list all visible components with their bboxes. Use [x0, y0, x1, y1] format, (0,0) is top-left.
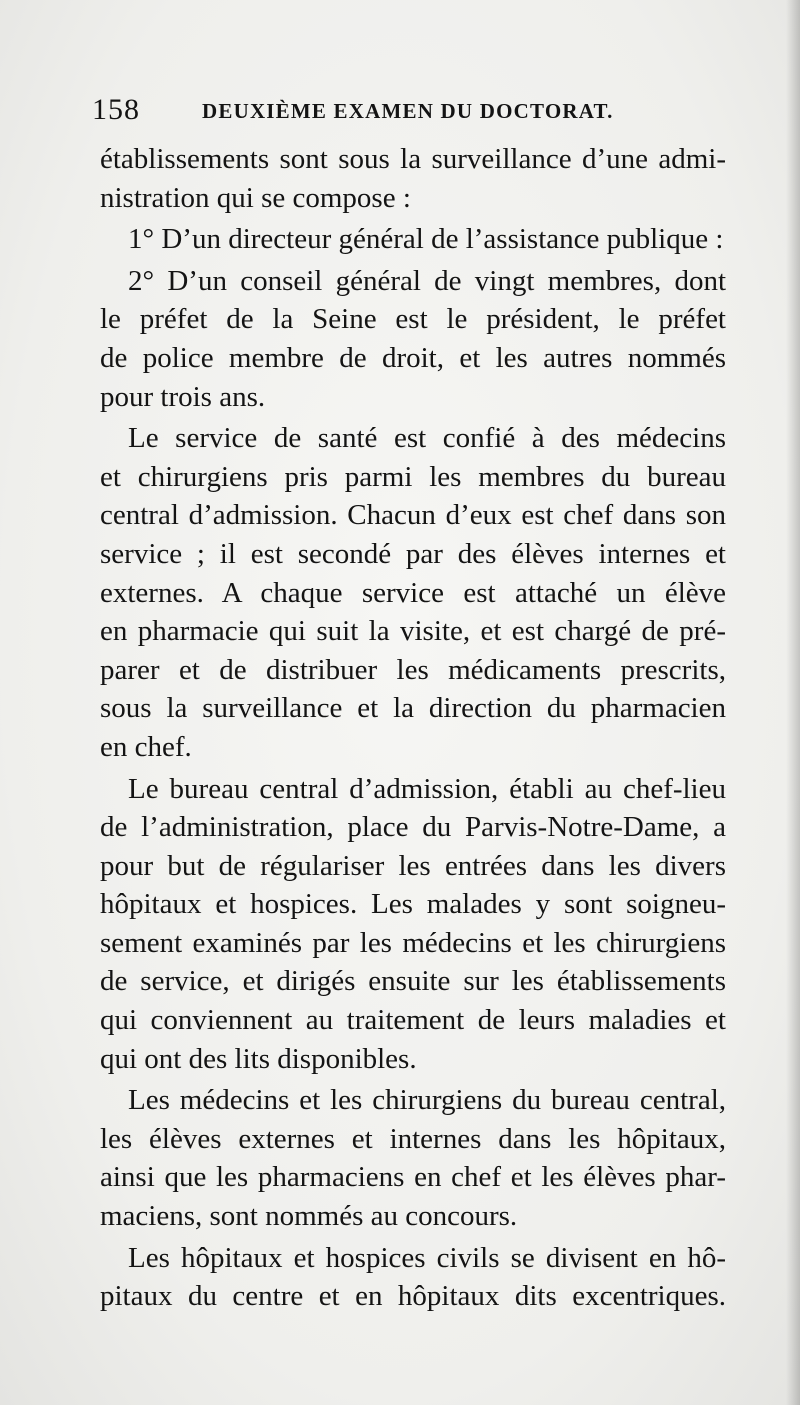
text-line: pitaux du centre et en hôpitaux dits excentriques.	[100, 1280, 726, 1313]
text-line: qui ont des lits disponibles.	[100, 1042, 417, 1075]
page-number: 158	[92, 93, 140, 126]
text-line: externes. A chaque service est attaché un élève	[100, 576, 726, 609]
text-line: parer et de distribuer les médicaments prescrits,	[100, 653, 726, 686]
text-line: de service, et dirigés ensuite sur les établissements	[100, 965, 726, 998]
text-line: 1° D’un directeur général de l’assistance publique :	[128, 223, 724, 256]
text-line: Le bureau central d’admission, établi au chef-lieu	[128, 772, 726, 805]
text-line: nistration qui se compose :	[100, 181, 411, 214]
text-line: Le service de santé est confié à des médecins	[128, 422, 726, 455]
text-line: le préfet de la Seine est le président, le préfet	[100, 303, 726, 336]
text-line: Les médecins et les chirurgiens du bureau central,	[128, 1084, 726, 1117]
text-line: et chirurgiens pris parmi les membres du bureau	[100, 460, 726, 493]
text-line: de l’administration, place du Parvis-Notre-Dame, a	[100, 811, 726, 844]
body-text	[100, 140, 726, 1316]
text-line: de police membre de droit, et les autres nommés	[100, 341, 726, 374]
running-head: DEUXIÈME EXAMEN DU DOCTORAT.	[202, 99, 614, 123]
text-line: 2° D’un conseil général de vingt membres, dont	[128, 264, 726, 297]
text-line: hôpitaux et hospices. Les malades y sont soigneu-	[100, 888, 726, 921]
text-line: qui conviennent au traitement de leurs maladies et	[100, 1004, 726, 1037]
page-edge-shadow	[786, 0, 800, 1405]
text-line: les élèves externes et internes dans les hôpitaux,	[100, 1122, 726, 1155]
page-header	[92, 92, 710, 128]
text-line: en pharmacie qui suit la visite, et est chargé de pré-	[100, 615, 726, 648]
text-line: Les hôpitaux et hospices civils se divisent en hô-	[128, 1241, 726, 1274]
text-line: maciens, sont nommés au concours.	[100, 1200, 518, 1233]
text-line: sement examinés par les médecins et les chirurgiens	[100, 926, 726, 959]
text-line: ainsi que les pharmaciens en chef et les élèves phar-	[100, 1161, 726, 1194]
text-line: service ; il est secondé par des élèves internes et	[100, 537, 726, 570]
text-line: sous la surveillance et la direction du pharmacien	[100, 692, 726, 725]
text-line: pour trois ans.	[100, 380, 266, 413]
text-line: en chef.	[100, 730, 192, 763]
text-line: établissements sont sous la surveillance d’une admi-	[100, 143, 726, 175]
text-line: pour but de régulariser les entrées dans les divers	[100, 849, 726, 882]
text-line: central d’admission. Chacun d’eux est chef dans son	[100, 499, 726, 532]
